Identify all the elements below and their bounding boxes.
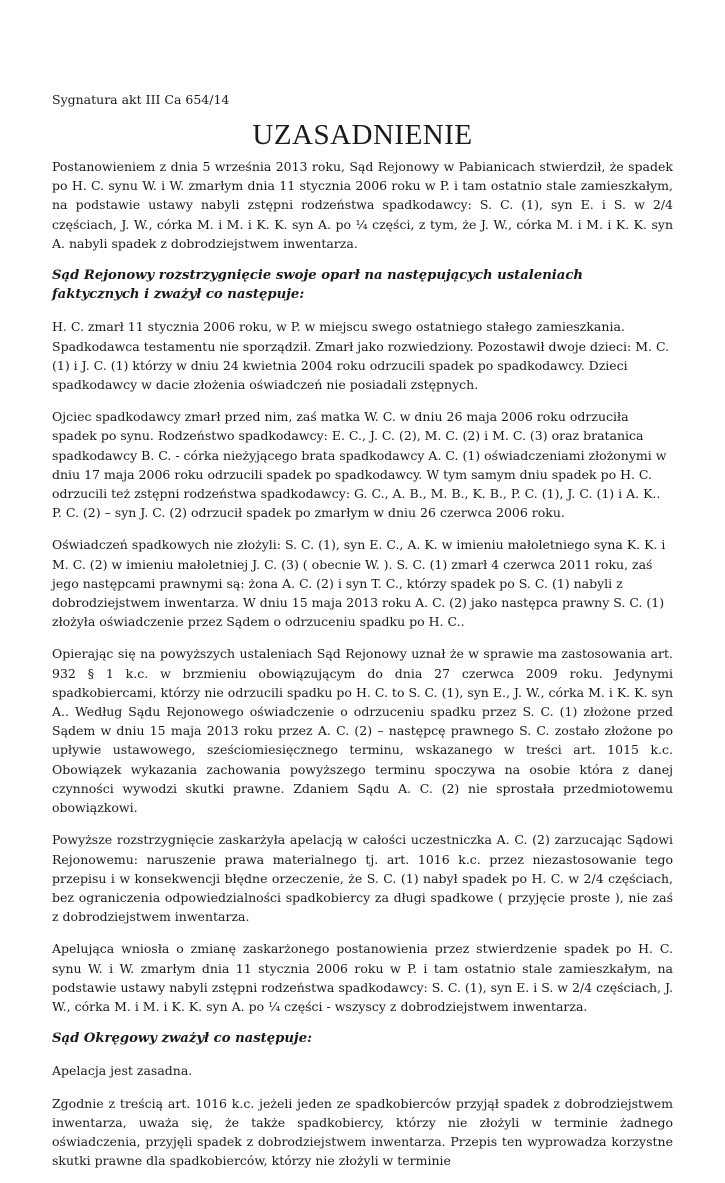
section-heading-regional-court: Sąd Okręgowy zważył co następuje:: [52, 1031, 312, 1047]
paragraph-decision: Postanowieniem z dnia 5 września 2013 roku, Sąd Rejonowy w Pabianicach stwierdził, że spadek po H. C. synu W. i W. zmarłym dnia 11 stycznia 2006 roku w P. i tam ostatnio stale zamieszkałym, na podstawie ustawy nabyli zstępni rodzeństwa spadkodawcy: S. C. (1), syn E. i S. w 2/4 częściach, J. W., córka M. i M. i K. K. syn A. po ¼ części, z tym, że J. W., córka M. i M. i K. K. syn A. nabyli spadek z dobrodziejstwem inwentarza.: [52, 159, 673, 251]
paragraph-facts-rejections: Ojciec spadkodawcy zmarł przed nim, zaś matka W. C. w dniu 26 maja 2006 roku odrzuciła spadek po synu. Rodzeństwo spadkodawcy: E. C., J. C. (2), M. C. (2) i M. C. (3) oraz bratanica spadkodawcy B. C. - córka nieżyjącego brata spadkodawcy A. C. (1) oświadczeniami złożonymi w dniu 17 maja 2006 roku odrzucili spadek po spadkodawcy. W tym samym dniu spadek po H. C. odrzucili też zstępni rodzeństwa spadkodawcy: G. C., A. B., M. B., K. B., P. C. (1), J. C. (1) i A. K.. P. C. (2) – syn J. C. (2) odrzucił spadek po zmarłym w dniu 26 czerwca 2006 roku.: [52, 409, 667, 521]
paragraph-appeal-justified: Apelacja jest zasadna.: [52, 1063, 193, 1079]
paragraph-district-reasoning: Opierając się na powyższych ustaleniach Sąd Rejonowy uznał że w sprawie ma zastosowania art. 932 § 1 k.c. w brzmieniu obowiązującym do dnia 27 czerwca 2009 roku. Jedynymi spadkobiercami, którzy nie odrzucili spadku po H. C. to S. C. (1), syn E., J. W., córka M. i K. K. syn A.. Według Sądu Rejonowego oświadczenie o odrzuceniu spadku przez S. C. (1) złożone przed Sądem w dniu 15 maja 2013 roku przez A. C. (2) – następcę prawnego S. C. zostało złożone po upływie ustawowego, sześciomiesięcznego terminu, wskazanego w treści art. 1015 k.c. Obowiązek wykazania zachowania powyższego terminu spoczywa na osobie która z danej czynności wywodzi skutki prawne. Zdaniem Sądu A. C. (2) nie sprostała przedmiotowemu obowiązkowi.: [52, 646, 673, 816]
paragraph-facts-no-declarations: Oświadczeń spadkowych nie złożyli: S. C. (1), syn E. C., A. K. w imieniu małoletniego syna K. K. i M. C. (2) w imieniu małoletniej J. C. (3) ( obecnie W. ). S. C. (1) zmarł 4 czerwca 2011 roku, zaś jego następcami prawnymi są: żona A. C. (2) i syn T. C., którzy spadek po S. C. (1) nabyli z dobrodziejstwem inwentarza. W dniu 15 maja 2013 roku A. C. (2) jako następca prawny S. C. (1) złożyła oświadczenie przez Sądem o odrzuceniu spadku po H. C..: [52, 537, 666, 630]
case-signature: Sygnatura akt III Ca 654/14: [52, 92, 230, 107]
section-heading-district-court: Sąd Rejonowy rozstrzygnięcie swoje oparł na następujących ustaleniach faktycznych i zważył co następuje:: [52, 268, 583, 303]
paragraph-appeal-motion: Apelująca wniosła o zmianę zaskarżonego postanowienia przez stwierdzenie spadek po H. C. synu W. i W. zmarłym dnia 11 stycznia 2006 roku w P. i tam ostatnio stale zamieszkałym, na podstawie ustawy nabyli zstępni rodzeństwa spadkodawcy: S. C. (1), syn E. i S. w 2/4 częściach, J. W., córka M. i M. i K. K. syn A. po ¼ części - wszyscy z dobrodziejstwem inwentarza.: [52, 941, 673, 1014]
paragraph-art-1016: Zgodnie z treścią art. 1016 k.c. jeżeli jeden ze spadkobierców przyjął spadek z dobrodziejstwem inwentarza, uważa się, że także spadkobiercy, którzy nie złożyli w terminie żadnego oświadczenia, przyjęli spadek z dobrodziejstwem inwentarza. Przepis ten wyprowadza korzystne skutki prawne dla spadkobierców, którzy nie złożyli w terminie: [52, 1095, 673, 1169]
paragraph-facts-death: H. C. zmarł 11 stycznia 2006 roku, w P. w miejscu swego ostatniego stałego zamieszkania. Spadkodawca testamentu nie sporządził. Zmarł jako rozwiedziony. Pozostawił dwoje dzieci: M. C. (1) i J. C. (1) którzy w dniu 24 kwietnia 2004 roku odrzucili spadek po spadkodawcy. Dzieci spadkodawcy w dacie złożenia oświadczeń nie posiadali zstępnych.: [52, 319, 670, 393]
document-page: [52, 91, 673, 1183]
document-title: UZASADNIENIE: [252, 119, 473, 151]
paragraph-appeal: Powyższe rozstrzygnięcie zaskarżyła apelacją w całości uczestniczka A. C. (2) zarzucając Sądowi Rejonowemu: naruszenie prawa materialnego tj. art. 1016 k.c. przez niezastosowanie tego przepisu i w konsekwencji błędne orzeczenie, że S. C. (1) nabył spadek po H. C. w 2/4 częściach, bez ograniczenia odpowiedzialności spadkobiercy za długi spadkowe ( przyjęcie proste ), nie zaś z dobrodziejstwem inwentarza.: [52, 832, 673, 925]
